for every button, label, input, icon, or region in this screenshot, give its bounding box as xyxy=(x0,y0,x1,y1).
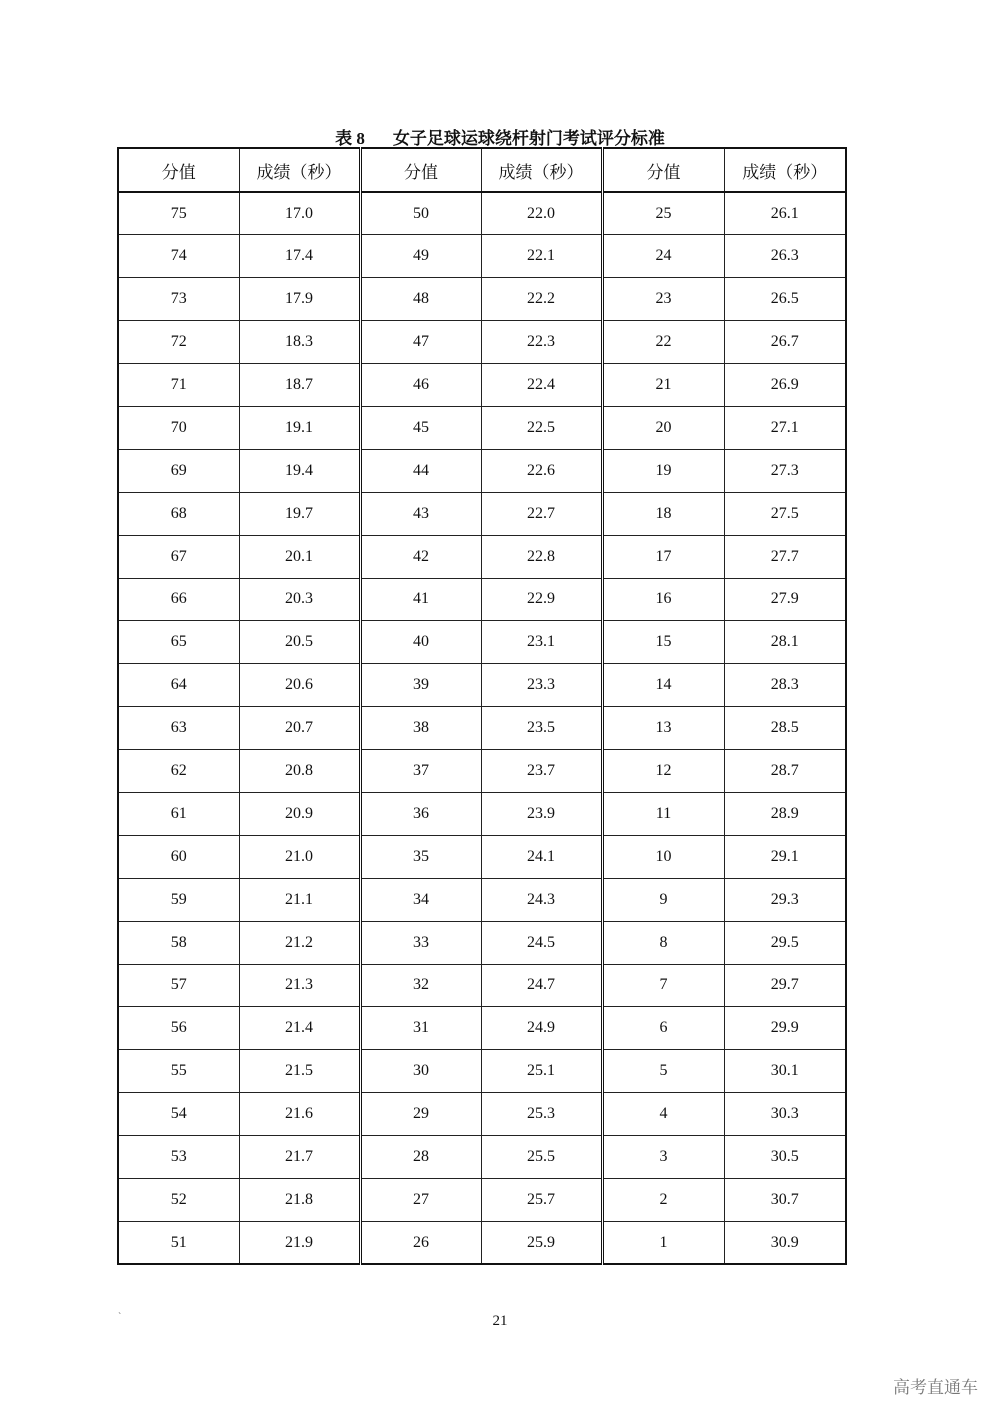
score-cell: 37 xyxy=(360,750,481,793)
score-cell: 34 xyxy=(360,878,481,921)
time-cell: 22.0 xyxy=(481,192,602,235)
time-cell: 24.5 xyxy=(481,921,602,964)
time-cell: 25.3 xyxy=(481,1093,602,1136)
table-caption xyxy=(0,124,1000,149)
scoring-table xyxy=(117,147,847,1265)
time-cell: 19.4 xyxy=(239,449,360,492)
time-cell: 29.5 xyxy=(724,921,846,964)
score-cell: 73 xyxy=(118,278,239,321)
score-cell: 30 xyxy=(360,1050,481,1093)
table-row xyxy=(118,1007,846,1050)
time-cell: 20.9 xyxy=(239,792,360,835)
score-cell: 11 xyxy=(602,792,724,835)
time-cell: 30.5 xyxy=(724,1136,846,1179)
score-cell: 38 xyxy=(360,707,481,750)
score-cell: 59 xyxy=(118,878,239,921)
table-row xyxy=(118,792,846,835)
time-cell: 22.8 xyxy=(481,535,602,578)
table-row xyxy=(118,878,846,921)
time-cell: 17.0 xyxy=(239,192,360,235)
time-cell: 30.1 xyxy=(724,1050,846,1093)
time-cell: 24.3 xyxy=(481,878,602,921)
table-row xyxy=(118,964,846,1007)
score-cell: 14 xyxy=(602,664,724,707)
header-time-2: 成绩（秒） xyxy=(481,148,602,192)
time-cell: 21.1 xyxy=(239,878,360,921)
table-body xyxy=(118,192,846,1264)
time-cell: 22.7 xyxy=(481,492,602,535)
table-row xyxy=(118,621,846,664)
time-cell: 29.3 xyxy=(724,878,846,921)
time-cell: 23.1 xyxy=(481,621,602,664)
time-cell: 21.6 xyxy=(239,1093,360,1136)
score-cell: 15 xyxy=(602,621,724,664)
score-cell: 23 xyxy=(602,278,724,321)
score-cell: 63 xyxy=(118,707,239,750)
time-cell: 17.9 xyxy=(239,278,360,321)
score-cell: 56 xyxy=(118,1007,239,1050)
score-cell: 5 xyxy=(602,1050,724,1093)
time-cell: 21.4 xyxy=(239,1007,360,1050)
score-cell: 44 xyxy=(360,449,481,492)
table-row xyxy=(118,578,846,621)
time-cell: 26.9 xyxy=(724,364,846,407)
time-cell: 25.9 xyxy=(481,1221,602,1264)
score-cell: 70 xyxy=(118,406,239,449)
score-cell: 45 xyxy=(360,406,481,449)
score-cell: 60 xyxy=(118,835,239,878)
time-cell: 29.7 xyxy=(724,964,846,1007)
score-cell: 72 xyxy=(118,321,239,364)
score-cell: 42 xyxy=(360,535,481,578)
time-cell: 19.7 xyxy=(239,492,360,535)
table-row xyxy=(118,664,846,707)
table-title: 女子足球运球绕杆射门考试评分标准 xyxy=(392,129,665,148)
score-cell: 75 xyxy=(118,192,239,235)
table-row xyxy=(118,1050,846,1093)
score-cell: 50 xyxy=(360,192,481,235)
score-cell: 21 xyxy=(602,364,724,407)
score-cell: 7 xyxy=(602,964,724,1007)
time-cell: 23.9 xyxy=(481,792,602,835)
time-cell: 27.1 xyxy=(724,406,846,449)
time-cell: 24.7 xyxy=(481,964,602,1007)
time-cell: 20.6 xyxy=(239,664,360,707)
time-cell: 18.7 xyxy=(239,364,360,407)
table-row xyxy=(118,535,846,578)
time-cell: 22.9 xyxy=(481,578,602,621)
score-cell: 9 xyxy=(602,878,724,921)
score-cell: 20 xyxy=(602,406,724,449)
table-row xyxy=(118,835,846,878)
score-cell: 32 xyxy=(360,964,481,1007)
time-cell: 23.5 xyxy=(481,707,602,750)
score-cell: 68 xyxy=(118,492,239,535)
score-cell: 33 xyxy=(360,921,481,964)
score-cell: 2 xyxy=(602,1178,724,1221)
score-cell: 19 xyxy=(602,449,724,492)
time-cell: 27.3 xyxy=(724,449,846,492)
time-cell: 22.5 xyxy=(481,406,602,449)
time-cell: 29.9 xyxy=(724,1007,846,1050)
score-cell: 43 xyxy=(360,492,481,535)
time-cell: 23.3 xyxy=(481,664,602,707)
score-cell: 18 xyxy=(602,492,724,535)
table-row xyxy=(118,406,846,449)
score-cell: 1 xyxy=(602,1221,724,1264)
time-cell: 26.7 xyxy=(724,321,846,364)
score-cell: 12 xyxy=(602,750,724,793)
score-cell: 55 xyxy=(118,1050,239,1093)
score-cell: 62 xyxy=(118,750,239,793)
time-cell: 28.3 xyxy=(724,664,846,707)
score-cell: 46 xyxy=(360,364,481,407)
time-cell: 22.3 xyxy=(481,321,602,364)
table-row xyxy=(118,1178,846,1221)
header-row xyxy=(118,148,846,192)
header-score-1: 分值 xyxy=(118,148,239,192)
time-cell: 26.5 xyxy=(724,278,846,321)
score-cell: 58 xyxy=(118,921,239,964)
table-row xyxy=(118,921,846,964)
score-cell: 26 xyxy=(360,1221,481,1264)
time-cell: 22.6 xyxy=(481,449,602,492)
score-cell: 40 xyxy=(360,621,481,664)
table-row xyxy=(118,278,846,321)
table-row xyxy=(118,1221,846,1264)
time-cell: 24.9 xyxy=(481,1007,602,1050)
score-cell: 36 xyxy=(360,792,481,835)
score-cell: 24 xyxy=(602,235,724,278)
score-cell: 64 xyxy=(118,664,239,707)
score-cell: 17 xyxy=(602,535,724,578)
time-cell: 19.1 xyxy=(239,406,360,449)
score-cell: 51 xyxy=(118,1221,239,1264)
time-cell: 20.1 xyxy=(239,535,360,578)
time-cell: 21.5 xyxy=(239,1050,360,1093)
score-cell: 3 xyxy=(602,1136,724,1179)
score-cell: 74 xyxy=(118,235,239,278)
time-cell: 21.3 xyxy=(239,964,360,1007)
header-time-1: 成绩（秒） xyxy=(239,148,360,192)
time-cell: 21.2 xyxy=(239,921,360,964)
time-cell: 30.7 xyxy=(724,1178,846,1221)
time-cell: 25.7 xyxy=(481,1178,602,1221)
time-cell: 18.3 xyxy=(239,321,360,364)
score-cell: 31 xyxy=(360,1007,481,1050)
time-cell: 25.5 xyxy=(481,1136,602,1179)
time-cell: 22.1 xyxy=(481,235,602,278)
stray-mark: ` xyxy=(118,1312,122,1323)
score-cell: 57 xyxy=(118,964,239,1007)
table-row xyxy=(118,192,846,235)
table-row xyxy=(118,1136,846,1179)
table-row xyxy=(118,235,846,278)
time-cell: 23.7 xyxy=(481,750,602,793)
table-row xyxy=(118,707,846,750)
score-cell: 22 xyxy=(602,321,724,364)
time-cell: 21.0 xyxy=(239,835,360,878)
header-score-2: 分值 xyxy=(360,148,481,192)
score-cell: 6 xyxy=(602,1007,724,1050)
score-cell: 41 xyxy=(360,578,481,621)
time-cell: 21.8 xyxy=(239,1178,360,1221)
page-number: 21 xyxy=(492,1313,508,1329)
header-time-3: 成绩（秒） xyxy=(724,148,846,192)
score-cell: 48 xyxy=(360,278,481,321)
score-cell: 35 xyxy=(360,835,481,878)
time-cell: 27.5 xyxy=(724,492,846,535)
time-cell: 26.1 xyxy=(724,192,846,235)
time-cell: 30.3 xyxy=(724,1093,846,1136)
score-cell: 65 xyxy=(118,621,239,664)
time-cell: 28.7 xyxy=(724,750,846,793)
time-cell: 20.5 xyxy=(239,621,360,664)
time-cell: 20.8 xyxy=(239,750,360,793)
time-cell: 28.9 xyxy=(724,792,846,835)
score-cell: 69 xyxy=(118,449,239,492)
score-cell: 25 xyxy=(602,192,724,235)
score-cell: 29 xyxy=(360,1093,481,1136)
time-cell: 30.9 xyxy=(724,1221,846,1264)
time-cell: 28.1 xyxy=(724,621,846,664)
table-row xyxy=(118,1093,846,1136)
score-cell: 10 xyxy=(602,835,724,878)
time-cell: 17.4 xyxy=(239,235,360,278)
score-cell: 54 xyxy=(118,1093,239,1136)
table-row xyxy=(118,449,846,492)
header-score-3: 分值 xyxy=(602,148,724,192)
score-cell: 52 xyxy=(118,1178,239,1221)
score-cell: 39 xyxy=(360,664,481,707)
time-cell: 20.3 xyxy=(239,578,360,621)
score-cell: 66 xyxy=(118,578,239,621)
table-number: 表 8 xyxy=(335,129,365,148)
time-cell: 25.1 xyxy=(481,1050,602,1093)
watermark: 高考直通车 xyxy=(893,1378,978,1398)
score-cell: 61 xyxy=(118,792,239,835)
score-cell: 71 xyxy=(118,364,239,407)
time-cell: 22.4 xyxy=(481,364,602,407)
table-row xyxy=(118,492,846,535)
score-cell: 16 xyxy=(602,578,724,621)
table-row xyxy=(118,364,846,407)
score-cell: 67 xyxy=(118,535,239,578)
score-cell: 28 xyxy=(360,1136,481,1179)
time-cell: 26.3 xyxy=(724,235,846,278)
time-cell: 28.5 xyxy=(724,707,846,750)
score-cell: 8 xyxy=(602,921,724,964)
table-row xyxy=(118,321,846,364)
score-cell: 49 xyxy=(360,235,481,278)
score-cell: 53 xyxy=(118,1136,239,1179)
score-cell: 47 xyxy=(360,321,481,364)
time-cell: 21.9 xyxy=(239,1221,360,1264)
score-cell: 13 xyxy=(602,707,724,750)
time-cell: 27.9 xyxy=(724,578,846,621)
time-cell: 21.7 xyxy=(239,1136,360,1179)
time-cell: 27.7 xyxy=(724,535,846,578)
time-cell: 22.2 xyxy=(481,278,602,321)
time-cell: 20.7 xyxy=(239,707,360,750)
score-cell: 4 xyxy=(602,1093,724,1136)
table-row xyxy=(118,750,846,793)
score-cell: 27 xyxy=(360,1178,481,1221)
time-cell: 24.1 xyxy=(481,835,602,878)
time-cell: 29.1 xyxy=(724,835,846,878)
